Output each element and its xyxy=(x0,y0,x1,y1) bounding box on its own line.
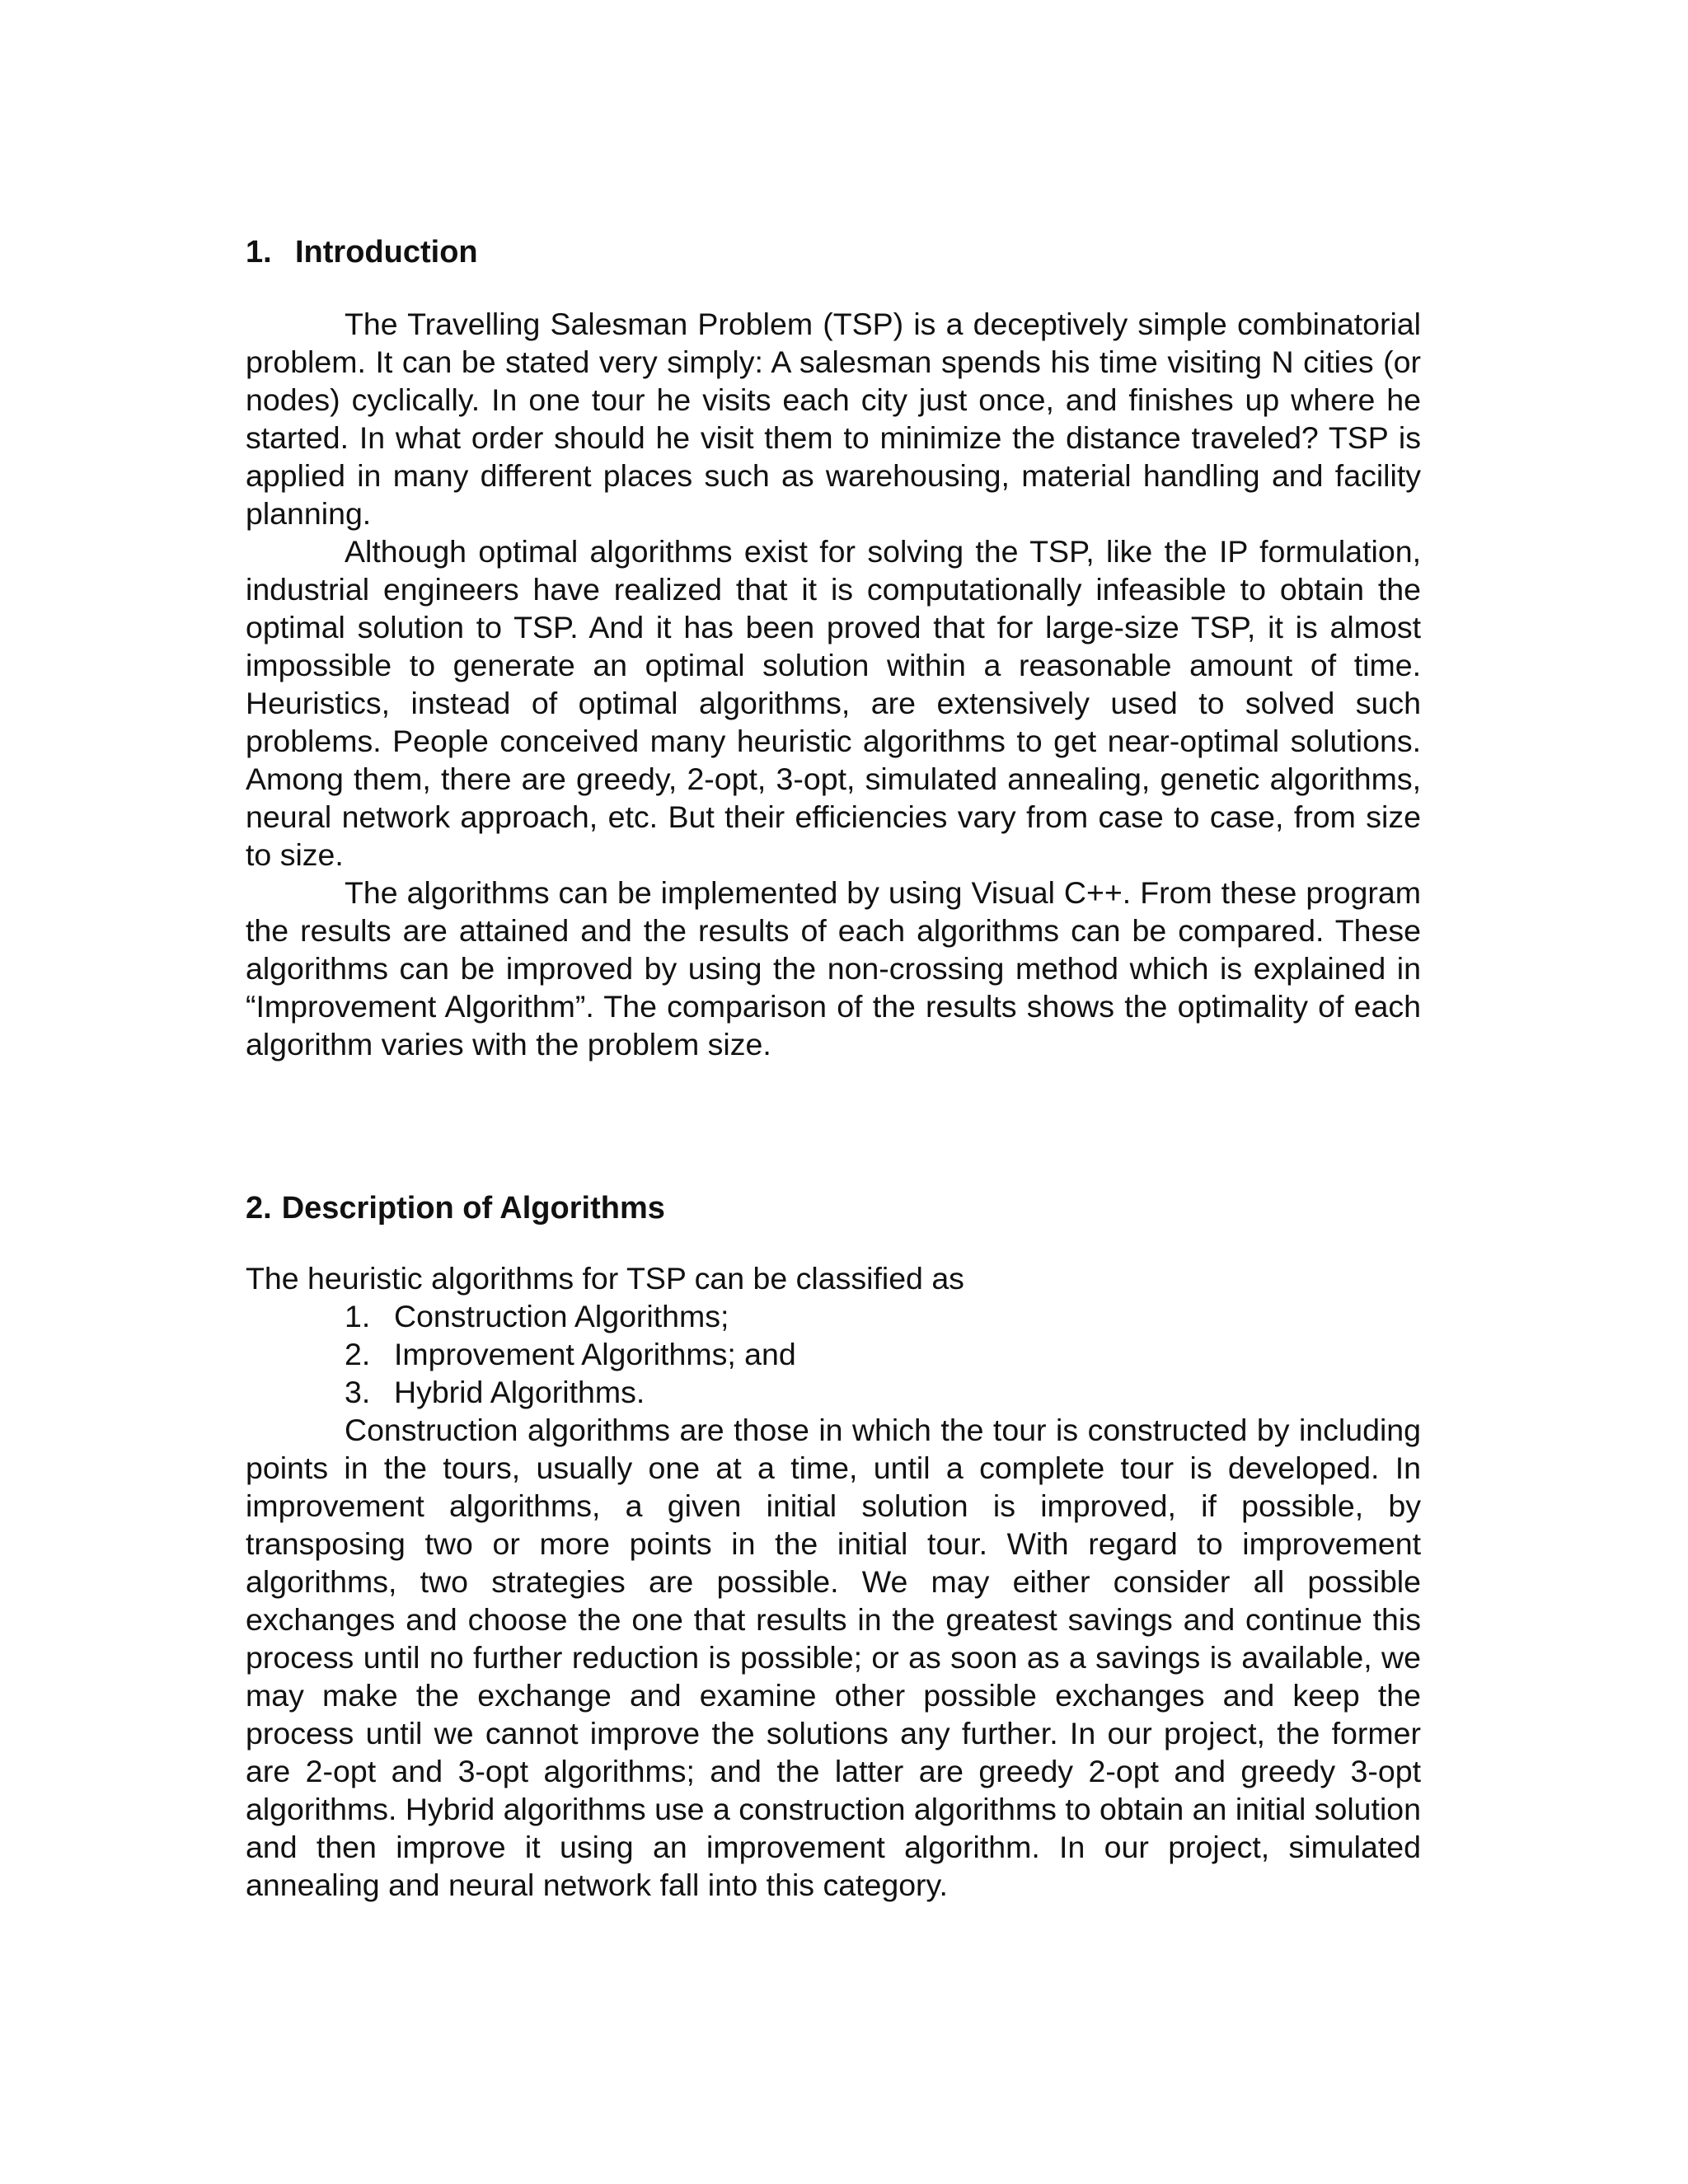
intro-paragraph-3: The algorithms can be implemented by using Visual C++. From these program the results are attained and the results of each algorithms can be compared. These algorithms can be improved by using the non-crossing method which is explained in “Improvement Algorithm”. The comparison of the results shows the optimality of each algorithm varies with the problem size. xyxy=(246,875,1421,1062)
section-number: 2. xyxy=(246,1191,272,1226)
list-item-text: Improvement Algorithms; and xyxy=(394,1337,796,1371)
section-number: 1. xyxy=(246,235,272,269)
list-item xyxy=(246,1335,1421,1373)
list-marker: 3. xyxy=(345,1375,371,1409)
list-marker: 2. xyxy=(345,1337,371,1371)
list-item-text: Hybrid Algorithms. xyxy=(394,1375,645,1409)
classification-intro: The heuristic algorithms for TSP can be classified as xyxy=(246,1261,964,1296)
intro-paragraph-1: The Travelling Salesman Problem (TSP) is a deceptively simple combinatorial problem. It can be stated very simply: A salesman spends his time visiting N cities (or nodes) cyclically. In one tour he visits each city just once, and finishes up where he started. In what order should he visit them to minimize the distance traveled? TSP is applied in many different places such as warehousing, material handling and facility planning. xyxy=(246,307,1421,531)
description-paragraph: Construction algorithms are those in which the tour is constructed by including points in the tours, usually one at a time, until a complete tour is developed. In improvement algorithms, a given initial solution is improved, if possible, by transposing two or more points in the initial tour. With regard to improvement algorithms, two strategies are possible. We may either consider all possible exchanges and choose the one that results in the greatest savings and continue this process until no further reduction is possible; or as soon as a savings is available, we may make the exchange and examine other possible exchanges and keep the process until we cannot improve the solutions any further. In our project, the former are 2-opt and 3-opt algorithms; and the latter are greedy 2-opt and greedy 3-opt algorithms. Hybrid algorithms use a construction algorithms to obtain an initial solution and then improve it using an improvement algorithm. In our project, simulated annealing and neural network fall into this category. xyxy=(246,1413,1421,1902)
algorithm-class-list xyxy=(246,1297,1421,1411)
page-content xyxy=(246,229,1421,1904)
list-marker: 1. xyxy=(345,1299,371,1333)
section-heading-introduction xyxy=(246,229,1421,275)
list-item-text: Construction Algorithms; xyxy=(394,1299,729,1333)
list-item xyxy=(246,1297,1421,1335)
section-title: Description of Algorithms xyxy=(281,1191,665,1226)
intro-paragraph-2: Although optimal algorithms exist for solving the TSP, like the IP formulation, industrial engineers have realized that it is computationally infeasible to obtain the optimal solution to TSP. And it has been proved that for large-size TSP, it is almost impossible to generate an optimal solution within a reasonable amount of time. Heuristics, instead of optimal algorithms, are extensively used to solved such problems. People conceived many heuristic algorithms to get near-optimal solutions. Among them, there are greedy, 2-opt, 3-opt, simulated annealing, genetic algorithms, neural network approach, etc. But their efficiencies vary from case to case, from size to size. xyxy=(246,534,1421,872)
section-title: Introduction xyxy=(295,235,478,269)
section-heading-description-of-algorithms xyxy=(246,1185,1421,1231)
list-item xyxy=(246,1373,1421,1411)
